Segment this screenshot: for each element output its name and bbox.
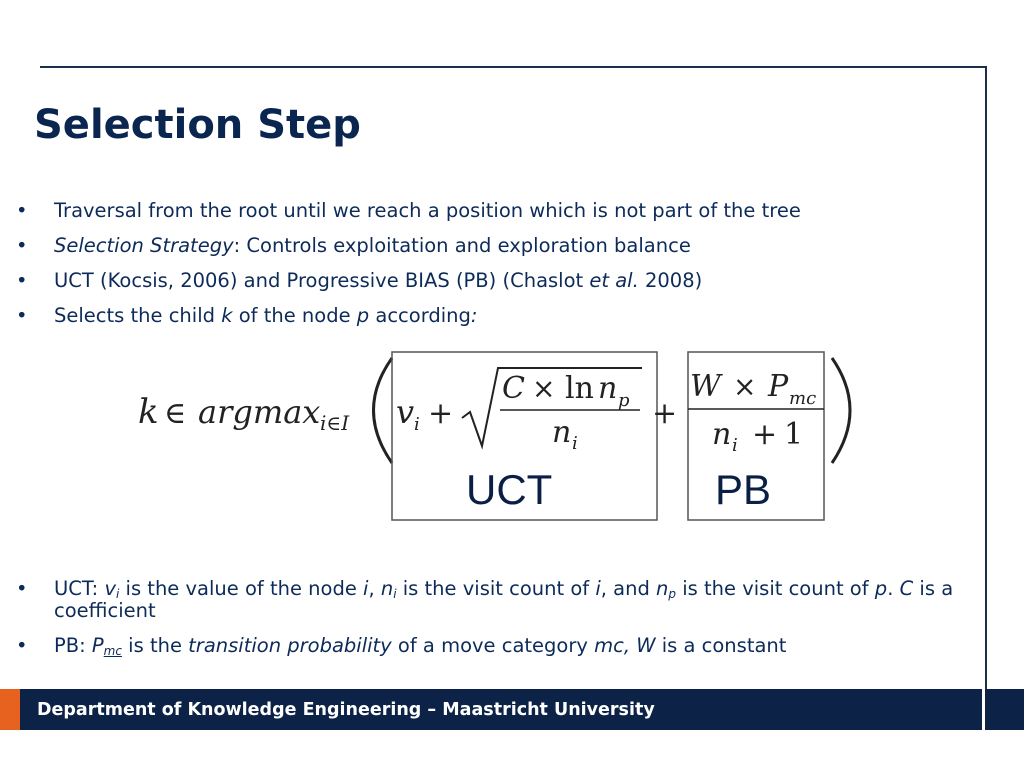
right-divider [985, 66, 987, 730]
bullet-text: n [380, 577, 394, 600]
bullet-text: mc, W [594, 634, 656, 657]
bullet-item [0, 200, 960, 222]
bullet-text: k [221, 304, 233, 327]
bullet-list-bottom [0, 578, 960, 670]
bullet-text: UCT: [54, 577, 105, 600]
bullet-text: et al. [589, 269, 639, 292]
bullet-text: is a constant [655, 634, 787, 657]
footer-accent [0, 689, 20, 730]
uct-ln: ln [565, 371, 594, 406]
pb-den-sub: i [732, 435, 738, 456]
top-divider [40, 66, 986, 68]
bullet-dot: • [16, 199, 28, 222]
bullet-item [0, 305, 960, 327]
formula-element-of: ∈ [164, 396, 187, 431]
uct-n-sub: p [618, 390, 630, 411]
bullet-dot: • [16, 577, 28, 600]
right-paren [832, 358, 850, 463]
bullet-text: Traversal from the root until we reach a position which is not part of the tree [54, 199, 801, 222]
bullet-dot: • [16, 269, 28, 292]
bullet-text: of the node [232, 304, 357, 327]
bullet-dot: • [16, 234, 28, 257]
bullet-text: transition probability [188, 634, 392, 657]
bullet-text: Selection Strategy [54, 234, 234, 257]
uct-n: n [598, 371, 618, 406]
uct-c: C [502, 371, 525, 406]
bullet-text: mc [103, 644, 122, 658]
formula-argmax: argmax [198, 393, 321, 431]
bullet-text: p [668, 587, 677, 601]
sqrt-sign [462, 368, 642, 446]
formula-plus-1: + [428, 396, 454, 431]
bullet-text: i [363, 577, 369, 600]
bullet-item [0, 578, 960, 622]
bullet-text: of a move category [391, 634, 595, 657]
pb-den-plus: + [752, 417, 778, 452]
bullet-text: . [887, 577, 900, 600]
bullet-item [0, 635, 960, 657]
pb-w: W [690, 369, 721, 404]
slide-title: Selection Step [34, 102, 361, 148]
pb-p-sub: mc [789, 388, 817, 409]
bullet-item [0, 235, 960, 257]
formula-argmax-sub: i∈I [320, 411, 350, 435]
uct-times: × [532, 372, 556, 405]
formula-plus-2: + [652, 396, 678, 431]
bullet-text: is the visit count of [676, 577, 875, 600]
bullet-text: : Controls exploitation and exploration balance [233, 234, 691, 257]
footer-gap [982, 689, 985, 730]
pb-den-one: 1 [784, 417, 804, 452]
bullet-text: p [356, 304, 370, 327]
bullet-text: P [91, 634, 104, 657]
bullet-text: i [393, 587, 397, 601]
bullet-text: is the [121, 634, 189, 657]
bullet-text: v [104, 577, 116, 600]
footer-text: Department of Knowledge Engineering – Maastricht University [37, 700, 655, 720]
pb-label: PB [715, 466, 772, 513]
bullet-text: i [115, 587, 120, 601]
bullet-text: 2008) [638, 269, 703, 292]
pb-p: P [768, 369, 789, 404]
bullet-text: , [368, 577, 381, 600]
left-paren [374, 358, 393, 463]
bullet-text: n [656, 577, 669, 600]
bullet-text: is the value of the node [119, 577, 364, 600]
bullet-text: C [899, 577, 914, 600]
bullet-text: according [369, 304, 471, 327]
bullet-text: , and [600, 577, 657, 600]
bullet-text: is a coefficient [54, 577, 954, 622]
formula-v-sub: i [414, 414, 420, 435]
bullet-text: i [595, 577, 601, 600]
bullet-text: UCT (Kocsis, 2006) and Progressive BIAS (PB) (Chaslot [54, 269, 590, 292]
formula-v: v [396, 393, 415, 431]
bullet-text: p [874, 577, 888, 600]
bullet-text: Selects the child [54, 304, 222, 327]
bullet-text: is the visit count of [396, 577, 596, 600]
bullet-item [0, 270, 960, 292]
footer-bar [0, 689, 1024, 730]
uct-den-n: n [552, 415, 572, 450]
uct-den-sub: i [572, 433, 578, 454]
bullet-dot: • [16, 634, 28, 657]
uct-label: UCT [466, 466, 553, 513]
bullet-text: PB: [54, 634, 92, 657]
bullet-text: : [470, 304, 478, 327]
pb-den-n: n [712, 417, 732, 452]
bullet-list-top [0, 200, 960, 340]
bullet-dot: • [16, 304, 28, 327]
formula-k: k [138, 392, 159, 432]
pb-times: × [733, 370, 757, 403]
